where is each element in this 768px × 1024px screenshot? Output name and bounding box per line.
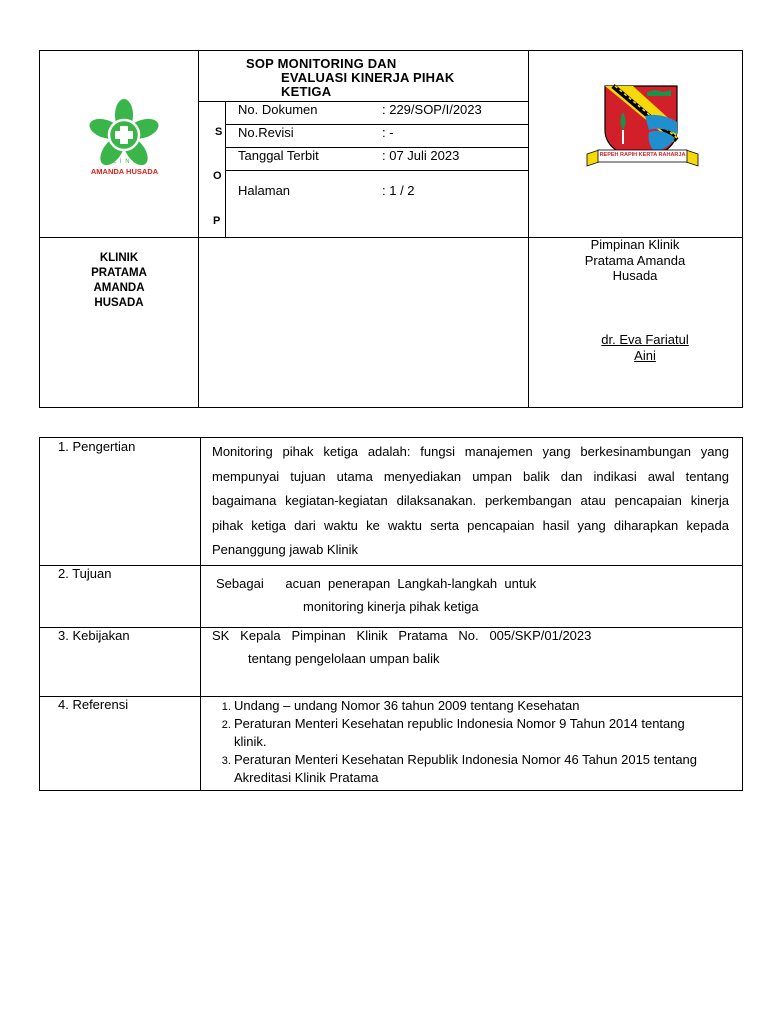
content-left-border	[39, 437, 40, 790]
meta-value-halaman: : 1 / 2	[382, 183, 415, 198]
sop-column-line	[225, 101, 226, 237]
text-kebijakan-line2: tentang pengelolaan umpan balik	[248, 651, 440, 666]
signer-title-line3: Husada	[612, 268, 658, 283]
meta-label-halaman: Halaman	[238, 183, 291, 198]
logo-text-bottom: AMANDA HUSADA	[90, 167, 159, 176]
sop-letter-p: P	[213, 215, 221, 227]
doc-title-line1: SOP MONITORING DAN	[246, 56, 397, 71]
label-tujuan: 2. Tujuan	[58, 566, 112, 581]
clinic-name	[40, 251, 198, 311]
regional-emblem	[585, 82, 700, 172]
label-referensi: 4. Referensi	[58, 697, 129, 712]
header-bottom-border	[39, 407, 743, 408]
text-tujuan-line2: monitoring kinerja pihak ketiga	[303, 599, 479, 614]
content-row-line-1	[39, 565, 743, 566]
referensi-item-2: 2. Peraturan Menteri Kesehatan republic Indonesia Nomor 9 Tahun 2014 tentang klinik.	[234, 715, 730, 751]
signer-title	[528, 237, 742, 284]
meta-label-tanggal: Tanggal Terbit	[238, 148, 319, 163]
header-divider-left	[198, 50, 199, 407]
referensi-list	[212, 697, 730, 787]
clinic-name-line3: AMANDA	[93, 282, 145, 294]
meta-label-revisi: No.Revisi	[238, 125, 294, 140]
meta-value-revisi: : -	[382, 125, 394, 140]
sop-letter-s: S	[215, 126, 223, 138]
logo-text-top: K L I N I K	[105, 159, 144, 165]
text-kebijakan-line1: SK Kepala Pimpinan Klinik Pratama No. 005/SKP/01/2023	[212, 628, 592, 643]
text-pengertian: Monitoring pihak ketiga adalah: fungsi manajemen yang berkesinambungan yang mempunyai tujuan utama menyediakan umpan balik dan indikasi awal tentang bagaimana kegiatan-kegiatan dilaksanakan. perkembangan atau pencapaian kinerja pihak ketiga dari waktu ke waktu serta pencapaian hasil yang diharapkan kepada Penanggung jawab Klinik	[212, 444, 729, 557]
signer-title-line1: Pimpinan Klinik	[590, 237, 680, 252]
label-kebijakan: 3. Kebijakan	[58, 628, 130, 643]
meta-value-dokumen: : 229/SOP/I/2023	[382, 102, 482, 117]
clinic-name-line4: HUSADA	[94, 297, 144, 309]
label-pengertian: 1. Pengertian	[58, 439, 136, 454]
signer-name-line1: dr. Eva Fariatul	[601, 332, 689, 347]
content-right-border	[742, 437, 743, 790]
meta-line-3	[225, 170, 528, 171]
header-divider-right	[528, 50, 529, 407]
signer-name	[572, 332, 718, 363]
meta-label-dokumen: No. Dokumen	[238, 102, 318, 117]
content-column-divider	[200, 437, 201, 790]
clinic-name-line2: PRATAMA	[91, 267, 147, 279]
clinic-logo	[77, 95, 172, 181]
signer-title-line2: Pratama Amanda	[584, 252, 686, 268]
content-bottom-border	[39, 790, 743, 791]
referensi-item-1: 1. Undang – undang Nomor 36 tahun 2009 tentang Kesehatan	[234, 697, 730, 715]
header-top-border	[39, 50, 743, 51]
content-top-border	[39, 437, 743, 438]
signer-name-line2: Aini	[634, 347, 656, 363]
text-tujuan-line1: Sebagai acuan penerapan Langkah-langkah untuk	[216, 576, 537, 591]
meta-value-tanggal: : 07 Juli 2023	[382, 148, 460, 163]
emblem-motto: REPEH RAPIH KERTA RAHARJA	[599, 152, 686, 158]
sop-letter-o: O	[213, 170, 222, 182]
referensi-item-3: 3. Peraturan Menteri Kesehatan Republik Indonesia Nomor 46 Tahun 2015 tentang Akreditasi Klinik Pratama	[234, 751, 730, 787]
header-left-border	[39, 50, 40, 407]
header-right-border	[742, 50, 743, 407]
doc-title-line2: EVALUASI KINERJA PIHAK	[281, 70, 455, 85]
doc-title-line3: KETIGA	[281, 84, 332, 99]
clinic-name-line1: KLINIK	[99, 252, 139, 264]
